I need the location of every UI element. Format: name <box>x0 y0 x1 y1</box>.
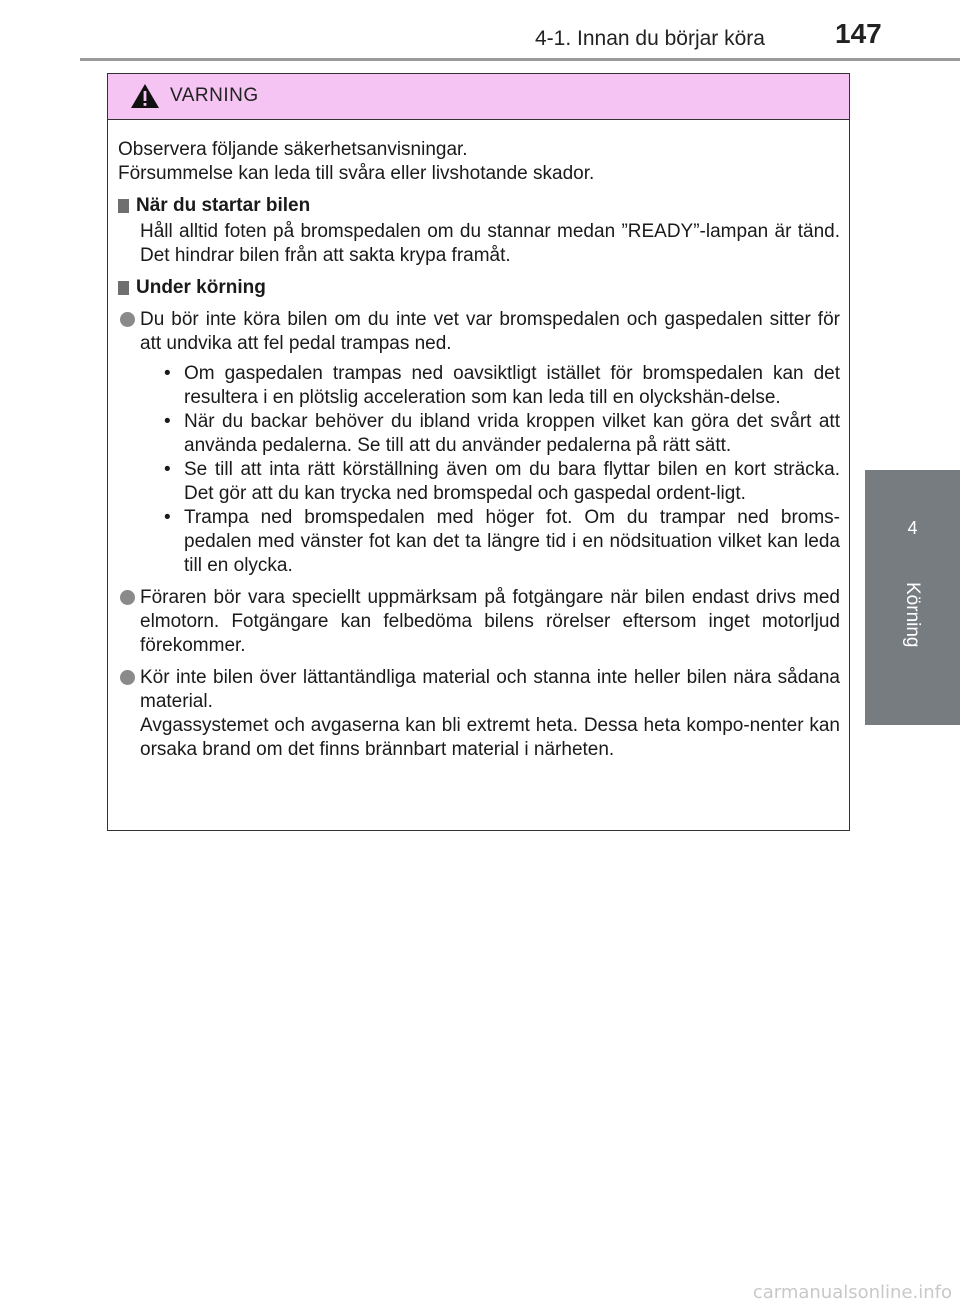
warning-triangle-icon <box>130 83 160 109</box>
section-heading-text: Under körning <box>136 277 266 298</box>
dot-bullet-icon: • <box>164 363 171 384</box>
intro-line-2: Försummelse kan leda till svåra eller livshotande skador. <box>118 163 595 184</box>
sub-item-text: Om gaspedalen trampas ned oavsiktligt istället för bromspedalen kan det resultera i en plötslig acceleration som kan leda till en olyckshän-delse. <box>184 363 840 408</box>
chapter-side-tab[interactable] <box>865 470 960 725</box>
bullet-text: Du bör inte köra bilen om du inte vet var bromspedalen och gaspedalen sitter för att undvika att fel pedal trampas ned. <box>140 309 840 354</box>
intro-line-1: Observera följande säkerhetsanvisningar. <box>118 139 468 160</box>
warning-title: VARNING <box>170 85 259 106</box>
sub-list-item <box>162 362 840 410</box>
circle-bullet-icon <box>120 312 135 327</box>
dot-bullet-icon: • <box>164 411 171 432</box>
warning-body <box>118 138 840 762</box>
dot-bullet-icon: • <box>164 459 171 480</box>
square-bullet-icon <box>118 199 129 213</box>
side-tab-label: Körning <box>902 582 923 648</box>
bullet-text: Kör inte bilen över lättantändliga material och stanna inte heller bilen nära sådana material. <box>140 667 840 712</box>
sub-list-item <box>162 458 840 506</box>
chapter-header: 4-1. Innan du börjar köra <box>535 27 765 50</box>
circle-bullet-icon <box>120 590 135 605</box>
warning-header <box>108 74 849 120</box>
sub-item-text: Trampa ned bromspedalen med höger fot. Om du trampar ned broms-pedalen med vänster fot kan det ta längre tid i en nödsituation vilket kan leda till en olycka. <box>184 507 840 576</box>
bullet-text-continued: Avgassystemet och avgaserna kan bli extremt heta. Dessa heta kompo-nenter kan orsaka brand om det finns brännbart material i närheten. <box>140 715 840 760</box>
sub-item-text: Se till att inta rätt körställning även om du bara flyttar bilen en kort sträcka. Det gör att du kan trycka ned bromspedal och gaspedal ordent-ligt. <box>184 459 840 504</box>
header-divider <box>80 58 960 61</box>
bullet-item <box>118 308 840 578</box>
square-bullet-icon <box>118 281 129 295</box>
circle-bullet-icon <box>120 670 135 685</box>
sub-list-item <box>162 506 840 578</box>
sub-list <box>162 362 840 578</box>
section-heading-driving <box>118 276 840 300</box>
warning-box <box>107 73 850 831</box>
bullet-item <box>118 586 840 658</box>
section-heading-text: När du startar bilen <box>136 195 311 216</box>
sub-list-item <box>162 410 840 458</box>
page-number: 147 <box>835 18 882 49</box>
dot-bullet-icon: • <box>164 507 171 528</box>
sub-item-text: När du backar behöver du ibland vrida kroppen vilket kan göra det svårt att använda pedalerna. Se till att du använder pedalerna på rätt sätt. <box>184 411 840 456</box>
watermark: carmanualsonline.info <box>752 1282 952 1303</box>
bullet-text: Föraren bör vara speciellt uppmärksam på fotgängare när bilen endast drivs med elmotorn. Fotgängare kan felbedöma bilens rörelser eftersom inget motorljud förekommer. <box>140 587 840 656</box>
bullet-item <box>118 666 840 762</box>
side-tab-number: 4 <box>907 518 918 538</box>
section-paragraph: Håll alltid foten på bromspedalen om du stannar medan ”READY”-lampan är tänd. Det hindrar bilen från att sakta krypa framåt. <box>140 221 840 266</box>
section-heading-starting <box>118 194 840 218</box>
